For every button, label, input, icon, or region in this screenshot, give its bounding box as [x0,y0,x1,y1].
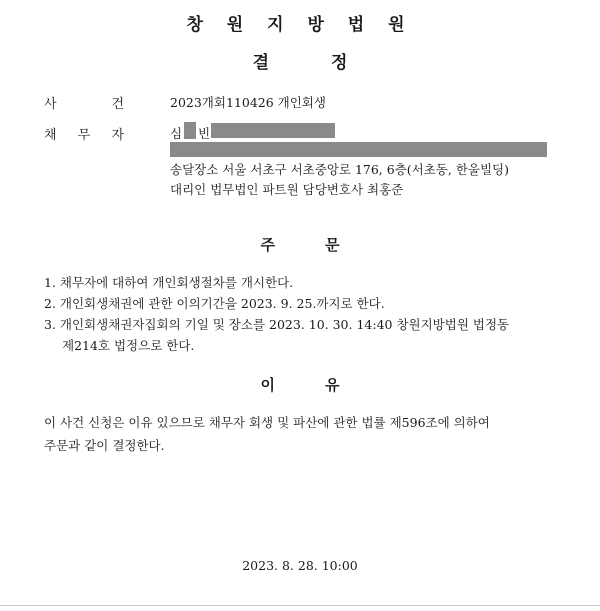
reason-heading: 이유 [260,376,390,394]
id-redaction [211,123,335,138]
service-address: 송달장소 서울 서초구 서초중앙로 176, 6층(서초동, 한울빌딩) [170,162,510,177]
order-heading: 주문 [260,236,390,254]
document-type: 결정 [252,53,410,73]
decision-date: 2023. 8. 28. 10:00 [242,558,358,573]
case-label [44,93,124,112]
debtor-name-last: 빈 [198,126,211,141]
debtor-name-first: 심 [170,126,183,141]
name-redaction [184,122,196,139]
case-label-char: 사 [44,97,57,112]
order-item-continuation: 제214호 법정으로 한다. [62,338,195,353]
debtor-label-char: 채 [44,128,57,143]
address-redaction [170,142,547,157]
reason-text-line: 이 사건 신청은 이유 있으므로 채무자 회생 및 파산에 관한 법률 제596조에 의하여 [44,415,490,430]
order-item: 3. 개인회생채권자집회의 기일 및 장소를 2023. 10. 30. 14:40 창원지방법원 법정동 [44,317,510,332]
bottom-divider [0,605,600,606]
order-item: 2. 개인회생채권에 관한 이의기간을 2023. 9. 25.까지로 한다. [44,296,385,311]
court-name: 창 원 지 방 법 원 [186,15,414,35]
order-item: 1. 채무자에 대하여 개인회생절차를 개시한다. [44,275,294,290]
legal-agent: 대리인 법무법인 파트원 담당변호사 최홍준 [170,182,404,197]
debtor-label [44,124,124,143]
case-label-char: 건 [111,97,124,112]
case-number: 2023개회110426 개인회생 [170,95,326,110]
debtor-label-char: 무 [77,128,91,143]
reason-text-line: 주문과 같이 결정한다. [44,438,165,453]
debtor-label-char: 자 [111,128,124,143]
